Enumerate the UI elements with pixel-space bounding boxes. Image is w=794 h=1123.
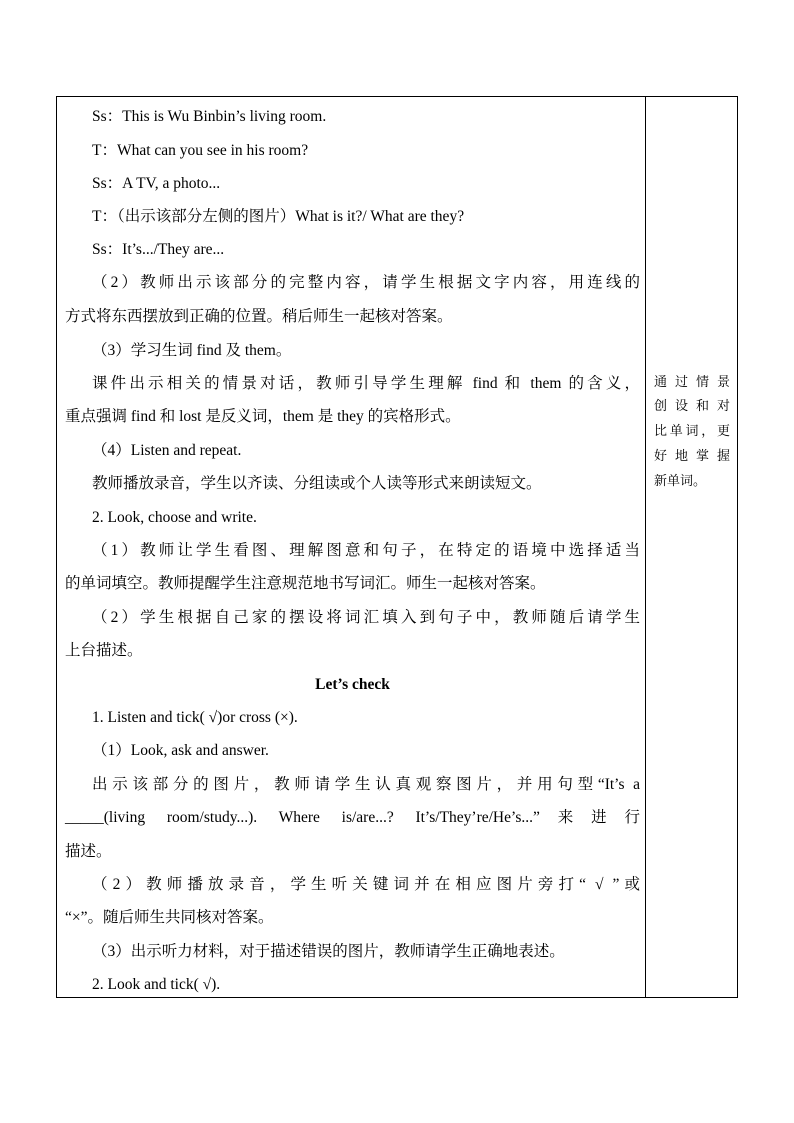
activity-heading: 1. Listen and tick( √)or cross (×). [92, 709, 298, 726]
side-note-line: 创设和对 [654, 398, 730, 413]
paragraph-line: 重点强调 find 和 lost 是反义词，them 是 they 的宾格形式。 [65, 408, 461, 425]
paragraph-line: （1）教师让学生看图、理解图意和句子，在特定的语境中选择适当 [92, 542, 640, 559]
paragraph-line: （2）教师出示该部分的完整内容，请学生根据文字内容，用连线的 [92, 274, 640, 291]
paragraph-line: 上台描述。 [65, 642, 143, 659]
paragraph-line: 教师播放录音，学生以齐读、分组读或个人读等形式来朗读短文。 [92, 475, 542, 492]
procedure-cell [57, 97, 646, 997]
paragraph-line: 的单词填空。教师提醒学生注意规范地书写词汇。师生一起核对答案。 [65, 575, 546, 592]
dialogue-line: Ss：This is Wu Binbin’s living room. [92, 108, 327, 125]
activity-heading: 2. Look and tick( √). [92, 976, 221, 993]
paragraph-line: _____(living room/study...). Where is/are...? It’s/They’re/He’s...”来进行 [65, 809, 640, 826]
dialogue-line: T：（出示该部分左侧的图片）What is it?/ What are they? [92, 208, 465, 225]
section-title: Let’s check [315, 676, 390, 693]
section-heading: （1）Look, ask and answer. [92, 742, 269, 759]
paragraph-line: 描述。 [65, 843, 112, 860]
dialogue-line: Ss：It’s.../They are... [92, 241, 225, 258]
paragraph-line: （3）出示听力材料，对于描述错误的图片，教师请学生正确地表述。 [92, 943, 565, 960]
dialogue-line: T：What can you see in his room? [92, 142, 309, 159]
side-note-line: 新单词。 [654, 473, 707, 488]
activity-heading: 2. Look, choose and write. [92, 509, 257, 526]
section-heading: （3）学习生词 find 及 them。 [92, 342, 292, 359]
paragraph-line: 方式将东西摆放到正确的位置。稍后师生一起核对答案。 [65, 308, 453, 325]
paragraph-line: （2）教师播放录音，学生听关键词并在相应图片旁打“ √ ”或 [92, 876, 640, 893]
paragraph-line: 课件出示相关的情景对话，教师引导学生理解 find 和 them 的含义， [92, 375, 640, 392]
paragraph-line: 出示该部分的图片，教师请学生认真观察图片，并用句型“It’s a [92, 776, 640, 793]
side-note-line: 通过情景 [654, 374, 730, 389]
paragraph-line: （2）学生根据自己家的摆设将词汇填入到句子中，教师随后请学生 [92, 609, 640, 626]
section-heading: （4）Listen and repeat. [92, 442, 242, 459]
side-note-line: 好地掌握 [654, 448, 730, 463]
side-note-line: 比单词，更 [654, 423, 730, 438]
design-intent-cell [646, 97, 737, 997]
paragraph-line: “×”。随后师生共同核对答案。 [65, 909, 274, 926]
dialogue-line: Ss：A TV, a photo... [92, 175, 221, 192]
lesson-plan-table [56, 96, 738, 998]
